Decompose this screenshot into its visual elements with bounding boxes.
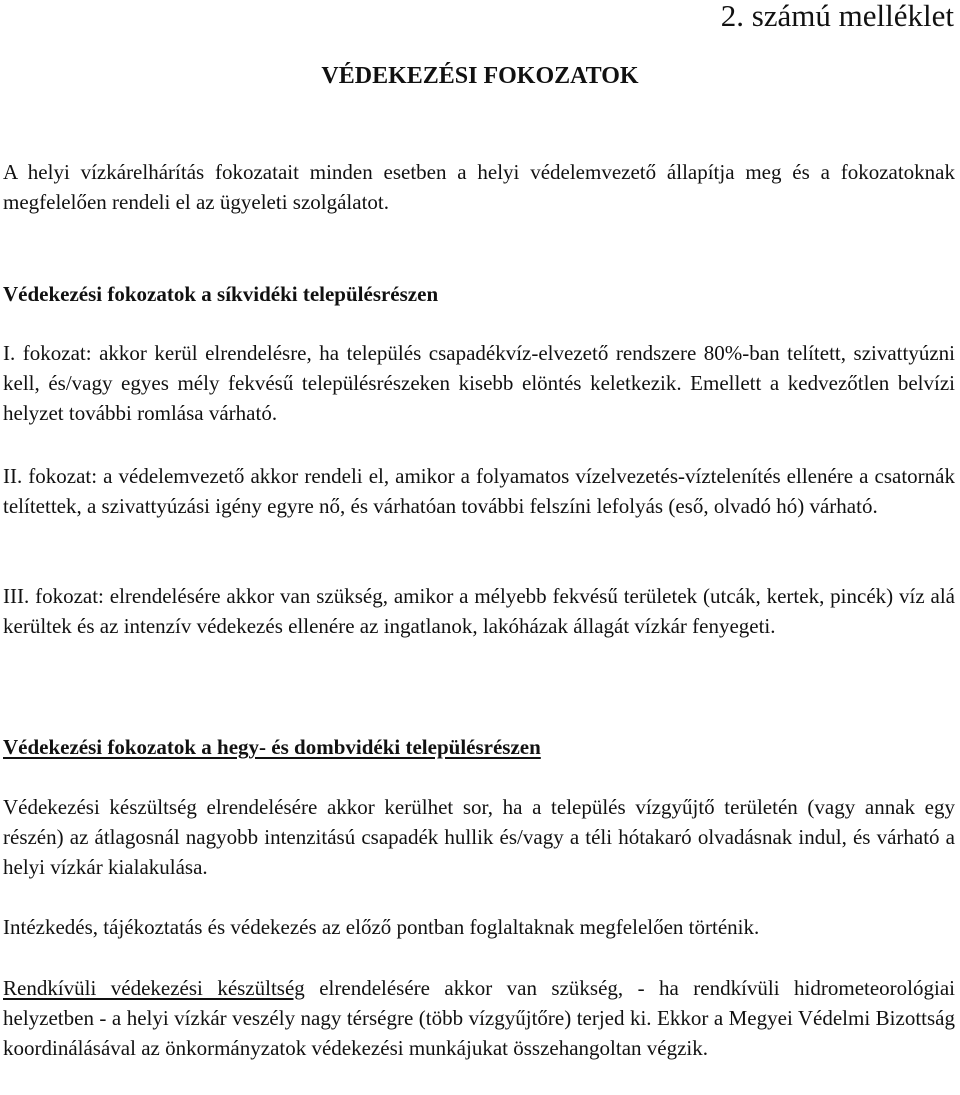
level-3-text: III. fokozat: elrendelésére akkor van szükség, amikor a mélyebb fekvésű területek (utcák, kertek, pincék) víz alá kerültek és az intenzív védekezés ellenére az ingatlanok, lakóházak állagát vízkár fenyegeti. <box>3 584 955 638</box>
level-1-text: I. fokozat: akkor kerül elrendelésre, ha település csapadékvíz-elvezető rendszere 80%-ban telített, szivattyúzni kell, és/vagy egyes mély fekvésű településrészeken kisebb elöntés keletkezik. Emellett a kedvezőtlen belvízi helyzet további romlása várható. <box>3 341 955 425</box>
extraordinary-paragraph <box>3 973 955 1063</box>
extraordinary-text: elrendelésére akkor van szükség, - ha rendkívüli hidrometeorológiai helyzetben - a helyi vízkár veszély nagy térségre (több vízgyűjtőre) terjed ki. Ekkor a Megyei Védelmi Bizottság koordinálásával az önkormányzatok védekezési munkájukat összehangoltan végzik. <box>3 976 955 1060</box>
readiness-text: Védekezési készültség elrendelésére akkor kerülhet sor, ha a település vízgyűjtő területén (vagy annak egy részén) az átlagosnál nagyobb intenzitású csapadék hullik és/vagy a téli hótakaró olvadásnak indul, és várható a helyi vízkár kialakulása. <box>3 795 955 879</box>
lowland-heading: Védekezési fokozatok a síkvidéki településrészen <box>3 282 439 306</box>
intro-paragraph <box>3 157 955 217</box>
lowland-level-1 <box>3 338 955 428</box>
hilly-heading-text: Védekezési fokozatok a hegy- és dombvidéki településrészen <box>3 735 541 759</box>
measures-text: Intézkedés, tájékoztatás és védekezés az előző pontban foglaltaknak megfelelően történik. <box>3 915 760 939</box>
hilly-measures <box>3 912 955 942</box>
hilly-extraordinary <box>3 973 955 1063</box>
document-title: VÉDEKEZÉSI FOKOZATOK <box>321 63 639 89</box>
lowland-level-3 <box>3 581 955 641</box>
extraordinary-term: Rendkívüli védekezési készültség <box>3 976 305 1000</box>
annex-label: 2. számú melléklet <box>720 0 954 33</box>
hilly-readiness <box>3 792 955 882</box>
intro-text: A helyi vízkárelhárítás fokozatait minden esetben a helyi védelemvezető állapítja meg és a fokozatoknak megfelelően rendeli el az ügyeleti szolgálatot. <box>3 160 955 214</box>
level-2-text: II. fokozat: a védelemvezető akkor rendeli el, amikor a folyamatos vízelvezetés-víztelenítés ellenére a csatornák telítettek, a szivattyúzási igény egyre nő, és várhatóan további felszíni lefolyás (eső, olvadó hó) várható. <box>3 464 955 518</box>
hilly-heading <box>3 732 955 762</box>
lowland-level-2 <box>3 461 955 521</box>
